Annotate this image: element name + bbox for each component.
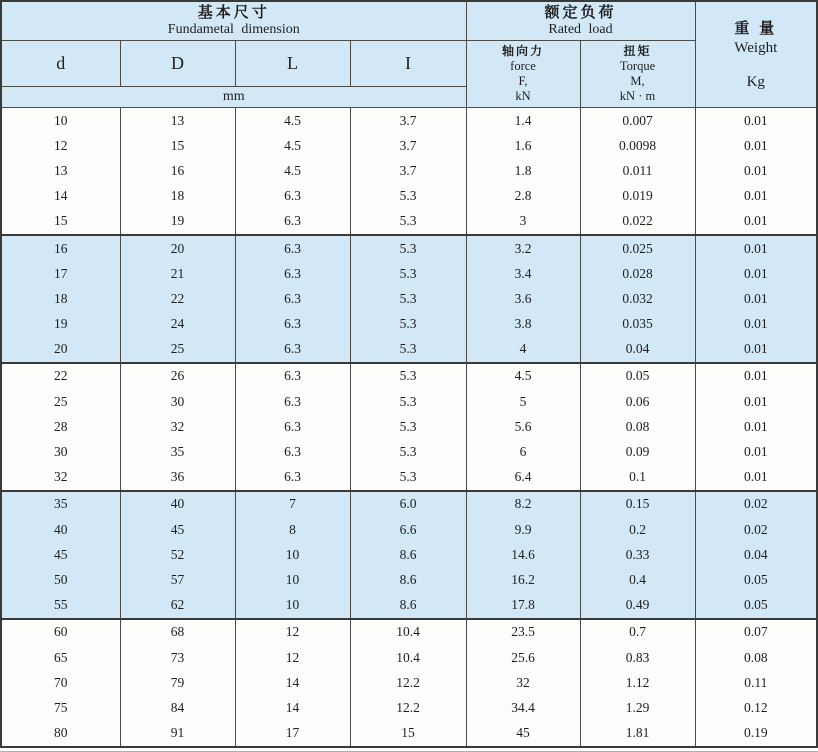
cell: 18 [120,184,235,209]
cell: 0.49 [580,593,695,619]
cell: 14 [235,670,350,695]
cell: 25.6 [466,645,580,670]
cell: 19 [1,312,120,337]
cell: 80 [1,721,120,747]
cell: 0.19 [695,721,817,747]
cell: 4.5 [235,158,350,183]
cell: 6.3 [235,312,350,337]
cell: 10.4 [350,619,466,645]
cell: 0.08 [695,645,817,670]
cell: 40 [1,517,120,542]
cell: 12.2 [350,695,466,720]
dimension-title-en: Fundametal dimension [167,21,300,37]
cell: 45 [1,542,120,567]
cell: 1.12 [580,670,695,695]
cell: 5 [466,389,580,414]
table-header [1,1,817,108]
cell: 4.5 [235,133,350,158]
cell: 6.3 [235,465,350,491]
cell: 17.8 [466,593,580,619]
cell: 6.3 [235,389,350,414]
cell: 6.3 [235,414,350,439]
cell: 35 [120,439,235,464]
column-header-L: L [235,41,350,87]
cell: 25 [1,389,120,414]
cell: 20 [1,337,120,363]
table-body [1,108,817,747]
table-row [1,439,817,464]
cell: 25 [120,337,235,363]
cell: 68 [120,619,235,645]
cell: 6 [466,439,580,464]
axial-force-symbol: F, [518,73,528,88]
cell: 45 [466,721,580,747]
cell: 57 [120,567,235,592]
column-header-D: D [120,41,235,87]
table-row [1,337,817,363]
cell: 0.2 [580,517,695,542]
cell: 0.01 [695,158,817,183]
table-row [1,567,817,592]
cell: 0.08 [580,414,695,439]
cell: 5.3 [350,209,466,235]
table-row [1,389,817,414]
cell: 16 [1,235,120,261]
cell: 3.7 [350,108,466,134]
table-row [1,286,817,311]
torque-unit: kN · m [619,88,656,103]
cell: 52 [120,542,235,567]
cell: 0.01 [695,184,817,209]
cell: 0.011 [580,158,695,183]
cell: 65 [1,645,120,670]
table-row [1,158,817,183]
cell: 5.3 [350,389,466,414]
cell: 91 [120,721,235,747]
cell: 0.025 [580,235,695,261]
cell: 23.5 [466,619,580,645]
weight-title-en: Weight [734,40,778,57]
weight-title-zh: 重 量 [734,21,778,38]
cell: 4.5 [466,363,580,389]
cell: 8 [235,517,350,542]
cell: 5.3 [350,414,466,439]
table-row [1,465,817,491]
cell: 0.022 [580,209,695,235]
cell: 0.12 [695,695,817,720]
cell: 5.3 [350,337,466,363]
table-row [1,108,817,134]
cell: 12 [235,645,350,670]
cell: 5.3 [350,184,466,209]
axial-force-zh: 轴向力 [501,44,544,59]
cell: 8.2 [466,491,580,517]
cell: 5.3 [350,286,466,311]
cell: 0.02 [695,517,817,542]
cell: 0.01 [695,312,817,337]
cell: 26 [120,363,235,389]
cell: 0.01 [695,133,817,158]
cell: 0.019 [580,184,695,209]
cell: 0.02 [695,491,817,517]
cell: 14 [235,695,350,720]
mm-unit-cell: mm [1,87,466,108]
cell: 4 [466,337,580,363]
cell: 3 [466,209,580,235]
cell: 6.3 [235,286,350,311]
cell: 22 [120,286,235,311]
cell: 0.4 [580,567,695,592]
weight-unit: Kg [746,73,765,90]
cell: 10 [235,567,350,592]
cell: 32 [120,414,235,439]
cell: 60 [1,619,120,645]
cell: 8.6 [350,567,466,592]
cell: 16.2 [466,567,580,592]
cell: 6.0 [350,491,466,517]
cell: 5.3 [350,439,466,464]
cell: 0.05 [580,363,695,389]
torque-zh: 扭矩 [623,44,652,59]
cell: 0.01 [695,286,817,311]
cell: 19 [120,209,235,235]
cell: 30 [120,389,235,414]
cell: 5.6 [466,414,580,439]
cell: 3.2 [466,235,580,261]
table-row [1,261,817,286]
cell: 0.01 [695,337,817,363]
table-row [1,517,817,542]
cell: 6.3 [235,337,350,363]
column-header-d: d [1,41,120,87]
cell: 0.06 [580,389,695,414]
table-row [1,491,817,517]
cell: 0.007 [580,108,695,134]
cell: 6.3 [235,209,350,235]
cell: 0.04 [695,542,817,567]
cell: 10 [1,108,120,134]
cell: 17 [1,261,120,286]
rated-load-group-header [466,1,695,41]
cell: 79 [120,670,235,695]
header-column-row [1,41,817,87]
cell: 5.3 [350,261,466,286]
cell: 5.3 [350,235,466,261]
table-row [1,133,817,158]
cell: 0.05 [695,567,817,592]
cell: 12 [1,133,120,158]
cell: 0.01 [695,465,817,491]
cell: 34.4 [466,695,580,720]
cell: 0.11 [695,670,817,695]
table-row [1,619,817,645]
cell: 12.2 [350,670,466,695]
cell: 0.01 [695,389,817,414]
cell: 8.6 [350,542,466,567]
cell: 3.8 [466,312,580,337]
column-header-I: I [350,41,466,87]
cell: 32 [466,670,580,695]
cell: 21 [120,261,235,286]
cell: 0.33 [580,542,695,567]
cell: 12 [235,619,350,645]
cell: 75 [1,695,120,720]
cell: 3.4 [466,261,580,286]
cell: 28 [1,414,120,439]
table-row [1,721,817,747]
cell: 5.3 [350,363,466,389]
cell: 40 [120,491,235,517]
table-row [1,670,817,695]
cell: 70 [1,670,120,695]
cell: 9.9 [466,517,580,542]
cell: 0.032 [580,286,695,311]
cell: 15 [350,721,466,747]
header-group-row [1,1,817,41]
cell: 3.7 [350,158,466,183]
cell: 10 [235,542,350,567]
cell: 6.6 [350,517,466,542]
cell: 0.035 [580,312,695,337]
cell: 32 [1,465,120,491]
torque-en: Torque [619,58,656,73]
table-row [1,312,817,337]
axial-force-unit: kN [515,88,531,103]
cell: 15 [1,209,120,235]
torque-symbol: M, [630,73,645,88]
cell: 1.6 [466,133,580,158]
cell: 20 [120,235,235,261]
rated-load-title-zh: 额定负荷 [544,4,617,21]
table-row [1,363,817,389]
cell: 0.83 [580,645,695,670]
cell: 45 [120,517,235,542]
cell: 0.01 [695,108,817,134]
cell: 30 [1,439,120,464]
cell: 10 [235,593,350,619]
cell: 14.6 [466,542,580,567]
cell: 0.1 [580,465,695,491]
cell: 0.7 [580,619,695,645]
axial-force-column-header [466,41,580,108]
cell: 16 [120,158,235,183]
cell: 18 [1,286,120,311]
cell: 6.3 [235,235,350,261]
table-row [1,542,817,567]
cell: 22 [1,363,120,389]
cell: 0.01 [695,363,817,389]
cell: 17 [235,721,350,747]
cell: 73 [120,645,235,670]
cell: 3.6 [466,286,580,311]
cell: 55 [1,593,120,619]
table-row [1,184,817,209]
table-row [1,209,817,235]
cell: 10.4 [350,645,466,670]
cell: 6.3 [235,261,350,286]
cell: 1.8 [466,158,580,183]
cell: 6.3 [235,439,350,464]
cell: 4.5 [235,108,350,134]
dimension-title-zh: 基本尺寸 [197,4,270,21]
table-row [1,414,817,439]
cell: 0.07 [695,619,817,645]
cell: 1.81 [580,721,695,747]
cell: 0.028 [580,261,695,286]
cell: 36 [120,465,235,491]
cell: 0.01 [695,209,817,235]
cell: 13 [120,108,235,134]
cell: 5.3 [350,312,466,337]
cell: 7 [235,491,350,517]
cell: 0.04 [580,337,695,363]
weight-column-header [695,1,817,108]
cell: 0.01 [695,414,817,439]
table-row [1,593,817,619]
cell: 0.0098 [580,133,695,158]
axial-force-en: force [510,58,536,73]
cell: 15 [120,133,235,158]
cell: 0.01 [695,235,817,261]
cell: 62 [120,593,235,619]
cell: 13 [1,158,120,183]
cell: 8.6 [350,593,466,619]
cell: 0.05 [695,593,817,619]
cell: 24 [120,312,235,337]
cell: 6.4 [466,465,580,491]
cell: 0.01 [695,261,817,286]
cell: 6.3 [235,184,350,209]
table-row [1,645,817,670]
cell: 1.4 [466,108,580,134]
torque-column-header [580,41,695,108]
cell: 0.09 [580,439,695,464]
table-row [1,695,817,720]
cell: 6.3 [235,363,350,389]
rated-load-title-en: Rated load [548,21,613,37]
cell: 3.7 [350,133,466,158]
cell: 35 [1,491,120,517]
cell: 2.8 [466,184,580,209]
cell: 0.15 [580,491,695,517]
cell: 0.01 [695,439,817,464]
cell: 5.3 [350,465,466,491]
cell: 50 [1,567,120,592]
table-row [1,235,817,261]
dimension-group-header [1,1,466,41]
cell: 14 [1,184,120,209]
cell: 1.29 [580,695,695,720]
cell: 84 [120,695,235,720]
